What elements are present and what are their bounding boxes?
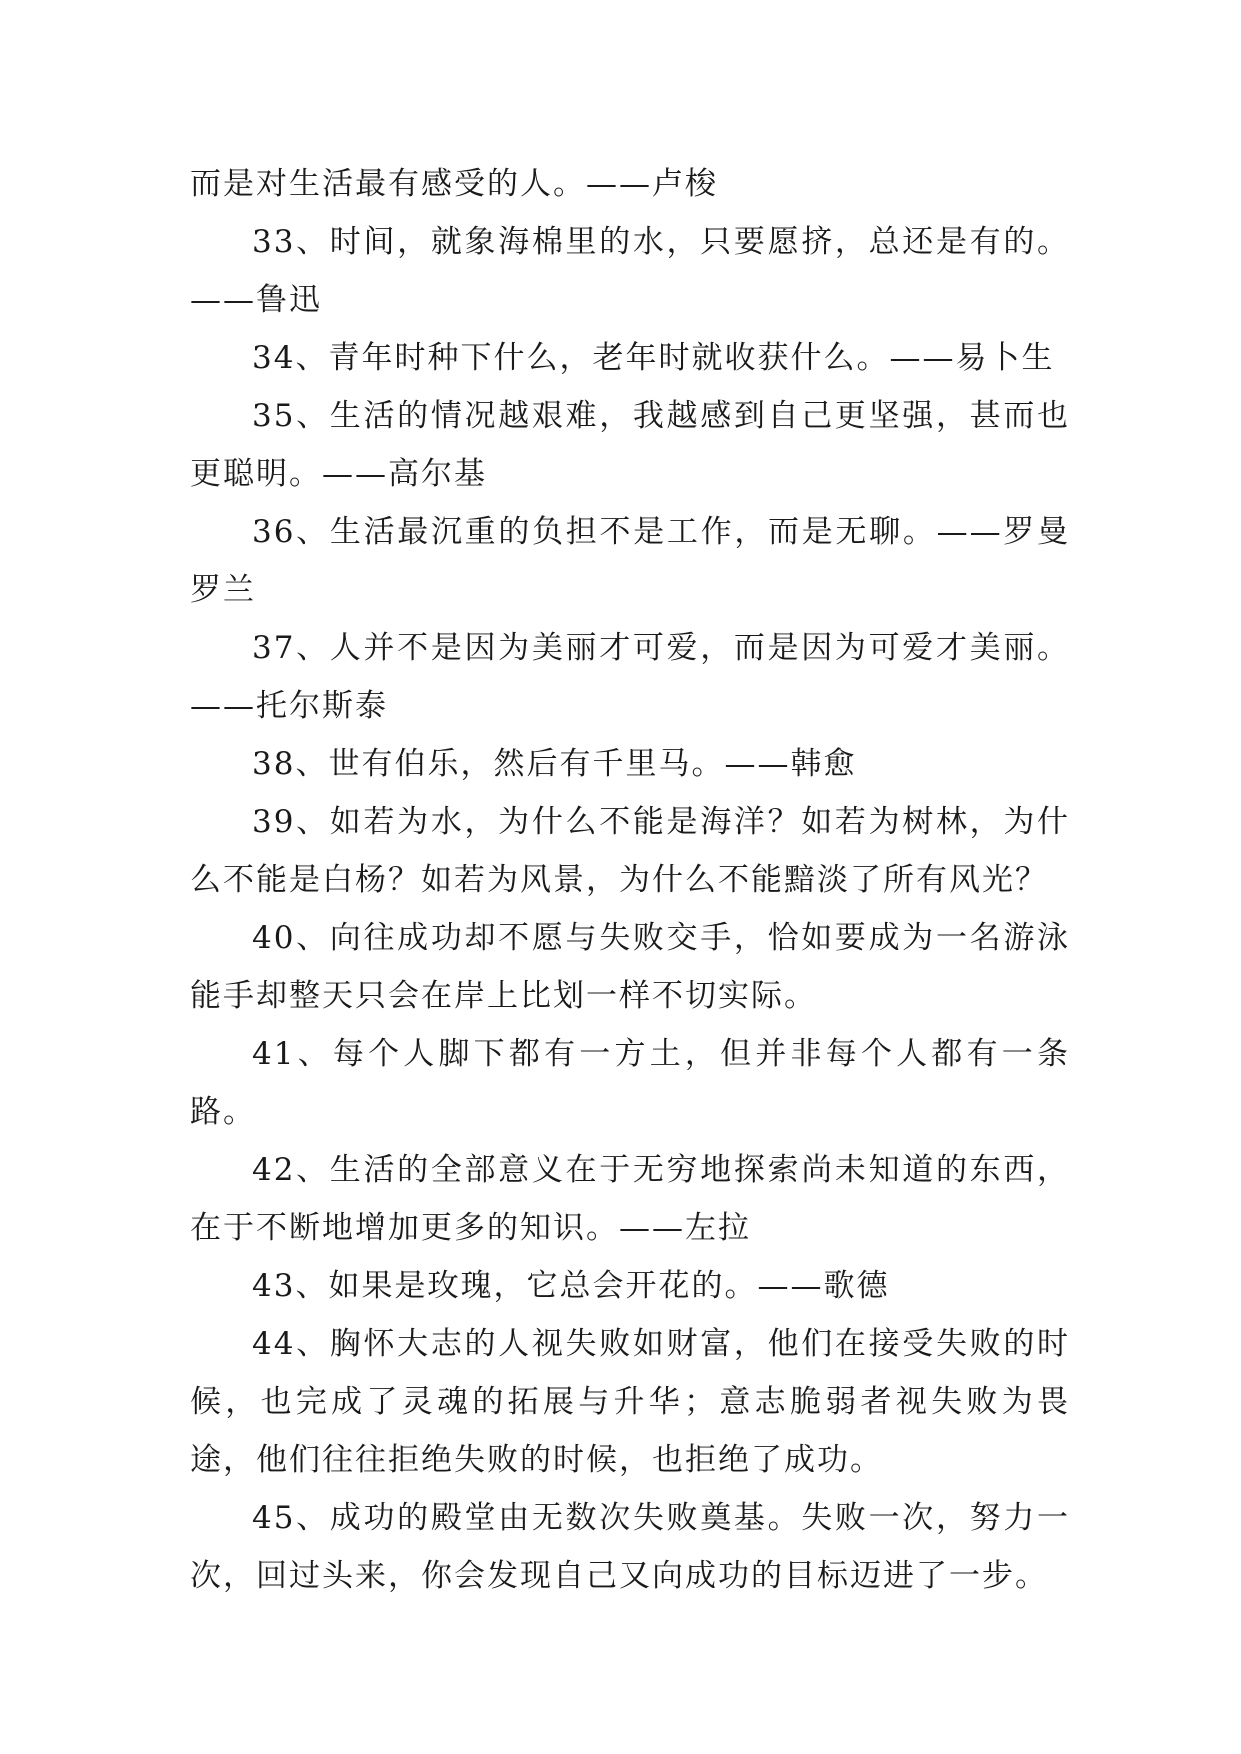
quote-continuation: 而是对生活最有感受的人。——卢梭 (190, 166, 718, 202)
quote-38: 38、世有伯乐，然后有千里马。——韩愈 (252, 746, 857, 782)
quote-34: 34、青年时种下什么，老年时就收获什么。——易卜生 (252, 340, 1055, 376)
quote-37: 37、人并不是因为美丽才可爱，而是因为可爱才美丽。——托尔斯泰 (190, 630, 1070, 724)
quote-list (190, 155, 1070, 1605)
quote-44: 44、胸怀大志的人视失败如财富，他们在接受失败的时候，也完成了灵魂的拓展与升华；意志脆弱者视失败为畏途，他们往往拒绝失败的时候，也拒绝了成功。 (190, 1326, 1070, 1478)
quote-45: 45、成功的殿堂由无数次失败奠基。失败一次，努力一次，回过头来，你会发现自己又向成功的目标迈进了一步。 (190, 1500, 1070, 1594)
quote-35: 35、生活的情况越艰难，我越感到自己更坚强，甚而也更聪明。——高尔基 (190, 398, 1070, 492)
quote-41: 41、每个人脚下都有一方土，但并非每个人都有一条路。 (190, 1036, 1070, 1130)
quote-33: 33、时间，就象海棉里的水，只要愿挤，总还是有的。——鲁迅 (190, 224, 1070, 318)
quote-43: 43、如果是玫瑰，它总会开花的。——歌德 (252, 1268, 890, 1304)
quote-36: 36、生活最沉重的负担不是工作，而是无聊。——罗曼罗兰 (190, 514, 1070, 608)
quote-39: 39、如若为水，为什么不能是海洋？如若为树林，为什么不能是白杨？如若为风景，为什么不能黯淡了所有风光？ (190, 804, 1070, 898)
quote-40: 40、向往成功却不愿与失败交手，恰如要成为一名游泳能手却整天只会在岸上比划一样不切实际。 (190, 920, 1070, 1014)
quote-42: 42、生活的全部意义在于无穷地探索尚未知道的东西，在于不断地增加更多的知识。——左拉 (190, 1152, 1070, 1246)
